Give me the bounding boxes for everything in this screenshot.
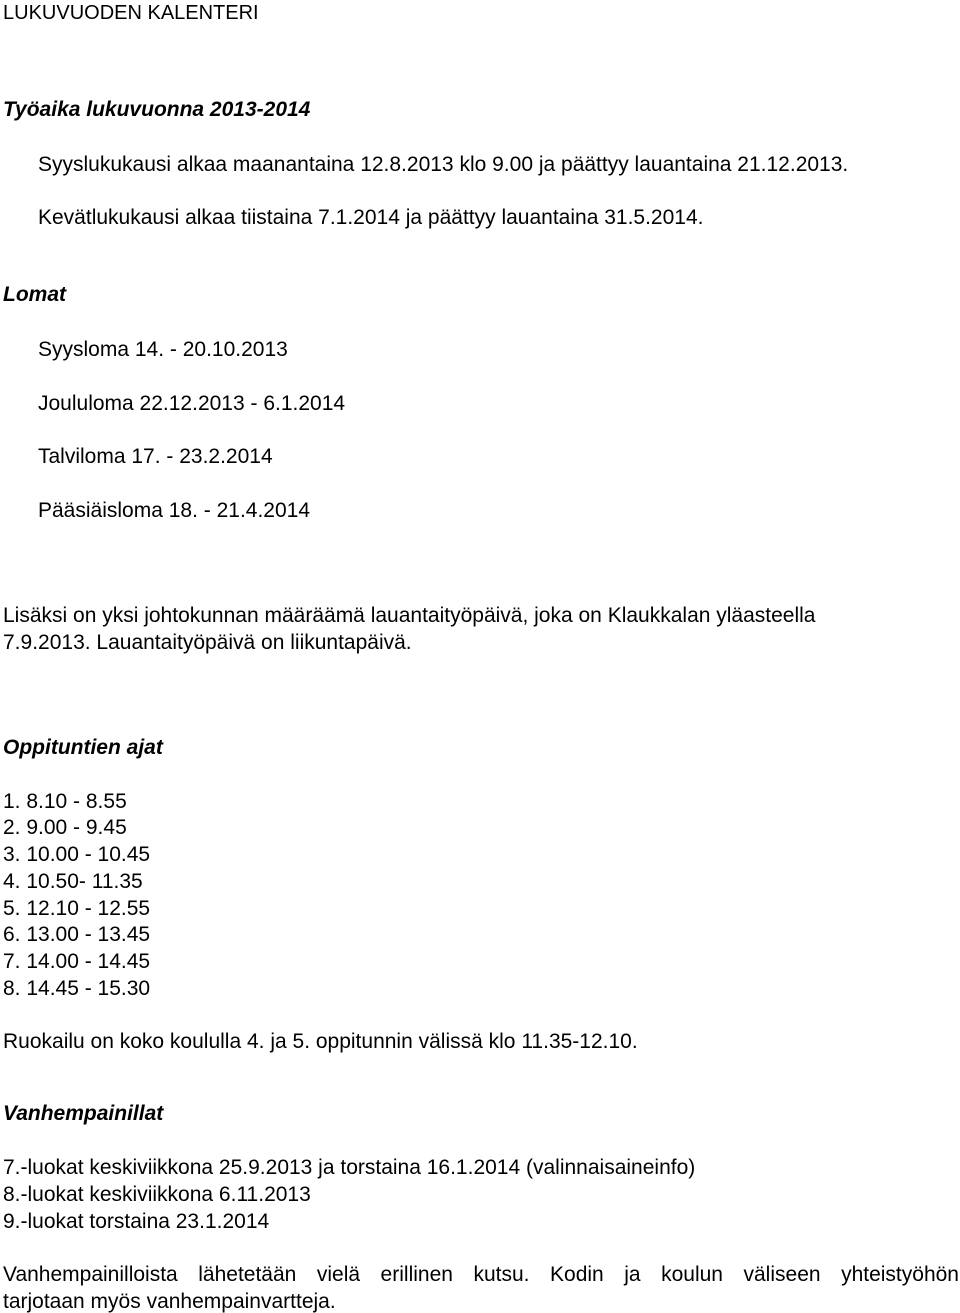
page-title: LUKUVUODEN KALENTERI	[3, 2, 259, 24]
list-item: 3. 10.00 - 10.45	[3, 843, 151, 866]
list-item: Pääsiäisloma 18. - 21.4.2014	[38, 499, 311, 522]
text-line: tarjotaan myös vanhempainvartteja.	[3, 1290, 336, 1313]
section-heading-oppitunnit: Oppituntien ajat	[3, 736, 163, 759]
list-item: 8.-luokat keskiviikkona 6.11.2013	[3, 1183, 311, 1206]
section-heading-lomat: Lomat	[3, 283, 66, 306]
section-heading-vanhempainillat: Vanhempainillat	[3, 1102, 164, 1125]
list-item: 4. 10.50- 11.35	[3, 870, 143, 893]
list-item: 2. 9.00 - 9.45	[3, 816, 127, 839]
list-item: 8. 14.45 - 15.30	[3, 977, 151, 1000]
text-line: Lisäksi on yksi johtokunnan määräämä lauantaityöpäivä, joka on Klaukkalan yläasteella	[3, 604, 816, 627]
list-item: 1. 8.10 - 8.55	[3, 790, 127, 813]
text-line: Kevätlukukausi alkaa tiistaina 7.1.2014 ja päättyy lauantaina 31.5.2014.	[38, 206, 704, 229]
list-item: 7.-luokat keskiviikkona 25.9.2013 ja torstaina 16.1.2014 (valinnaisaineinfo)	[3, 1156, 696, 1179]
text-line: Vanhempainilloista lähetetään vielä erillinen kutsu. Kodin ja koulun väliseen yhteistyöhön	[3, 1263, 959, 1286]
list-item: 6. 13.00 - 13.45	[3, 923, 151, 946]
list-item: 7. 14.00 - 14.45	[3, 950, 151, 973]
list-item: 9.-luokat torstaina 23.1.2014	[3, 1210, 270, 1233]
list-item: Joululoma 22.12.2013 - 6.1.2014	[38, 392, 346, 415]
section-heading-tyoaika: Työaika lukuvuonna 2013-2014	[3, 98, 311, 121]
text-line: 7.9.2013. Lauantaityöpäivä on liikuntapäivä.	[3, 631, 412, 654]
list-item: Talviloma 17. - 23.2.2014	[38, 445, 273, 468]
list-item: 5. 12.10 - 12.55	[3, 897, 151, 920]
list-item: Syysloma 14. - 20.10.2013	[38, 338, 288, 361]
text-line: Ruokailu on koko koululla 4. ja 5. oppitunnin välissä klo 11.35-12.10.	[3, 1030, 638, 1053]
text-line: Syyslukukausi alkaa maanantaina 12.8.2013 klo 9.00 ja päättyy lauantaina 21.12.2013.	[38, 153, 849, 176]
